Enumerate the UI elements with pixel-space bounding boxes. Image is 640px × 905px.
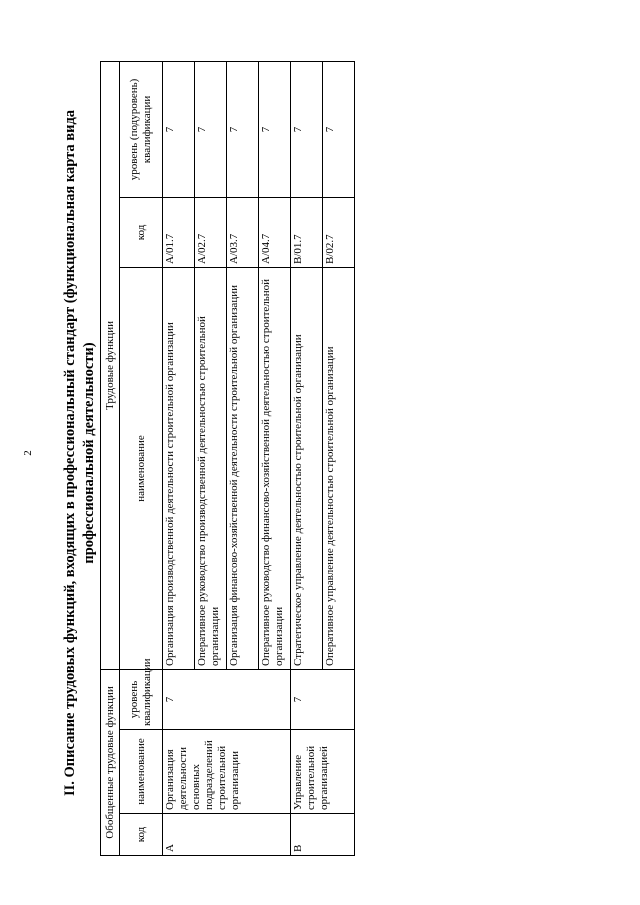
function-name: Организация финансово-хозяйственной деятельности строительной организации — [227, 267, 259, 669]
function-name: Оперативное руководство производственной деятельностью строительной организации — [195, 267, 227, 669]
header-function-level: уровень (подуровень) квалификации — [120, 61, 163, 197]
header-generalized-functions: Обобщенные трудовые функции — [101, 669, 120, 855]
group-code: B — [291, 814, 355, 856]
function-name: Организация производственной деятельности строительной организации — [163, 267, 195, 669]
function-level: 7 — [323, 61, 355, 197]
group-name: Управление строительной организацией — [291, 730, 355, 814]
group-level: 7 — [163, 669, 291, 729]
group-level: 7 — [291, 669, 355, 729]
function-code: A/02.7 — [195, 197, 227, 267]
header-function-name: наименование — [120, 267, 163, 669]
function-code: B/02.7 — [323, 197, 355, 267]
function-name: Оперативное руководство финансово-хозяйственной деятельностью строительной организации — [259, 267, 291, 669]
function-level: 7 — [195, 61, 227, 197]
function-code: A/01.7 — [163, 197, 195, 267]
page-number: 2 — [22, 450, 34, 456]
header-code: код — [120, 814, 163, 856]
function-name: Оперативное управление деятельностью строительной организации — [323, 267, 355, 669]
header-name: наименование — [120, 730, 163, 814]
function-code: A/03.7 — [227, 197, 259, 267]
function-name: Стратегическое управление деятельностью строительной организации — [291, 267, 323, 669]
header-labor-functions: Трудовые функции — [101, 61, 120, 669]
table-row — [163, 61, 195, 855]
section-heading: II. Описание трудовых функций, входящих в профессиональный стандарт (функциональная карта вида профессиональной деятельности) — [62, 109, 97, 797]
group-name: Организация деятельности основных подразделений строительной организации — [163, 730, 291, 814]
group-code: A — [163, 814, 291, 856]
function-level: 7 — [227, 61, 259, 197]
function-code: A/04.7 — [259, 197, 291, 267]
table-area — [100, 62, 640, 852]
header-level: уровень квалификации — [120, 669, 163, 729]
function-level: 7 — [291, 61, 323, 197]
function-code: B/01.7 — [291, 197, 323, 267]
functional-map-table — [100, 61, 355, 856]
function-level: 7 — [259, 61, 291, 197]
header-function-code: код — [120, 197, 163, 267]
functional-map-table-wrapper — [100, 62, 336, 856]
table-row — [291, 61, 323, 855]
function-level: 7 — [163, 61, 195, 197]
